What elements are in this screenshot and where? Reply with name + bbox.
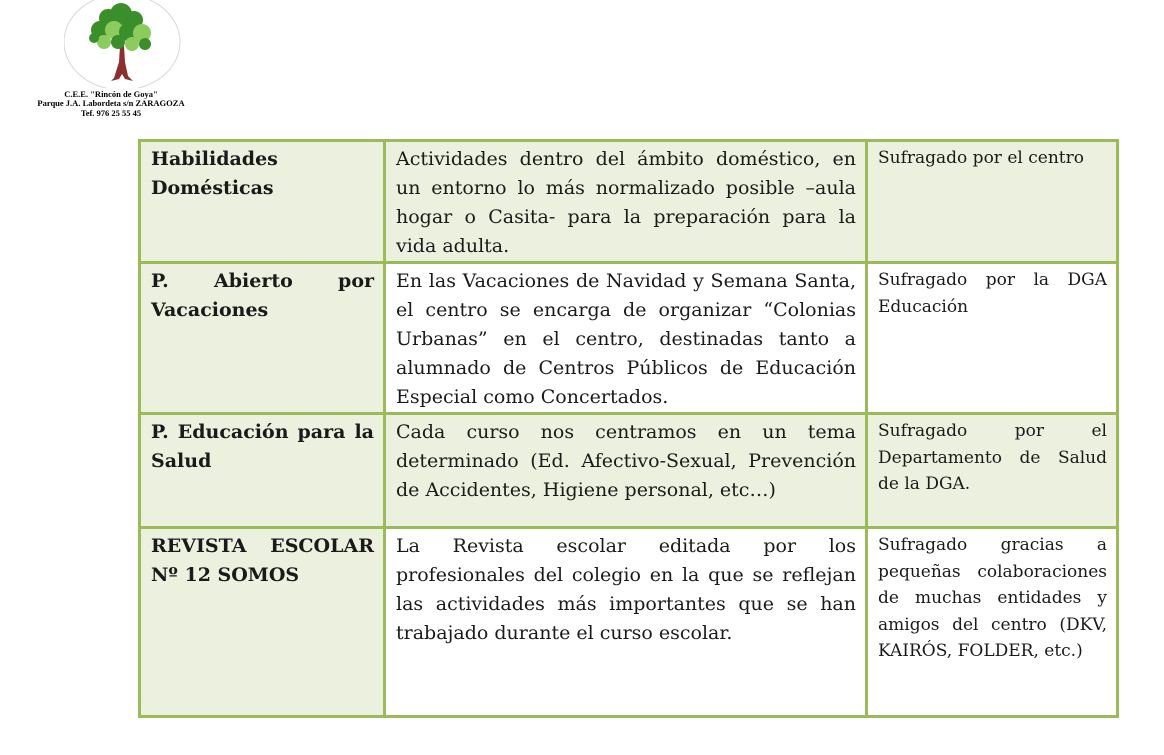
program-title: REVISTA ESCOLAR Nº 12 SOMOS <box>140 528 385 717</box>
program-funding: Sufragado por el Departamento de Salud de la DGA. <box>867 414 1118 528</box>
program-funding: Sufragado por la DGA Educación <box>867 263 1118 414</box>
program-title: P. Abierto por Vacaciones <box>140 263 385 414</box>
table-row <box>140 414 1118 528</box>
program-title: Habilidades Domésticas <box>140 141 385 263</box>
program-title: P. Educación para la Salud <box>140 414 385 528</box>
program-description: Cada curso nos centramos en un tema determinado (Ed. Afectivo-Sexual, Prevención de Accidentes, Higiene personal, etc…) <box>385 414 867 528</box>
school-address: Parque J.A. Labordeta s/n ZARAGOZA <box>37 98 185 108</box>
program-description: En las Vacaciones de Navidad y Semana Santa, el centro se encarga de organizar “Colonias Urbanas” en el centro, destinadas tanto a alumnado de Centros Públicos de Educación Especial como Concertados. <box>385 263 867 414</box>
tree-logo-icon <box>64 0 182 88</box>
table-row <box>140 528 1118 717</box>
program-funding: Sufragado por el centro <box>867 141 1118 263</box>
table-row <box>140 263 1118 414</box>
programs-table <box>138 139 1119 718</box>
school-name: C.E.E. "Rincón de Goya" <box>64 89 158 99</box>
program-funding: Sufragado gracias a pequeñas colaboraciones de muchas entidades y amigos del centro (DKV, KAIRÓS, FOLDER, etc.) <box>867 528 1118 717</box>
school-phone: Tef. 976 25 55 45 <box>80 108 142 118</box>
program-description: La Revista escolar editada por los profesionales del colegio en la que se reflejan las actividades más importantes que se han trabajado durante el curso escolar. <box>385 528 867 717</box>
program-description: Actividades dentro del ámbito doméstico, en un entorno lo más normalizado posible –aula hogar o Casita- para la preparación para la vida adulta. <box>385 141 867 263</box>
table-row <box>140 141 1118 263</box>
school-logo <box>18 0 204 122</box>
